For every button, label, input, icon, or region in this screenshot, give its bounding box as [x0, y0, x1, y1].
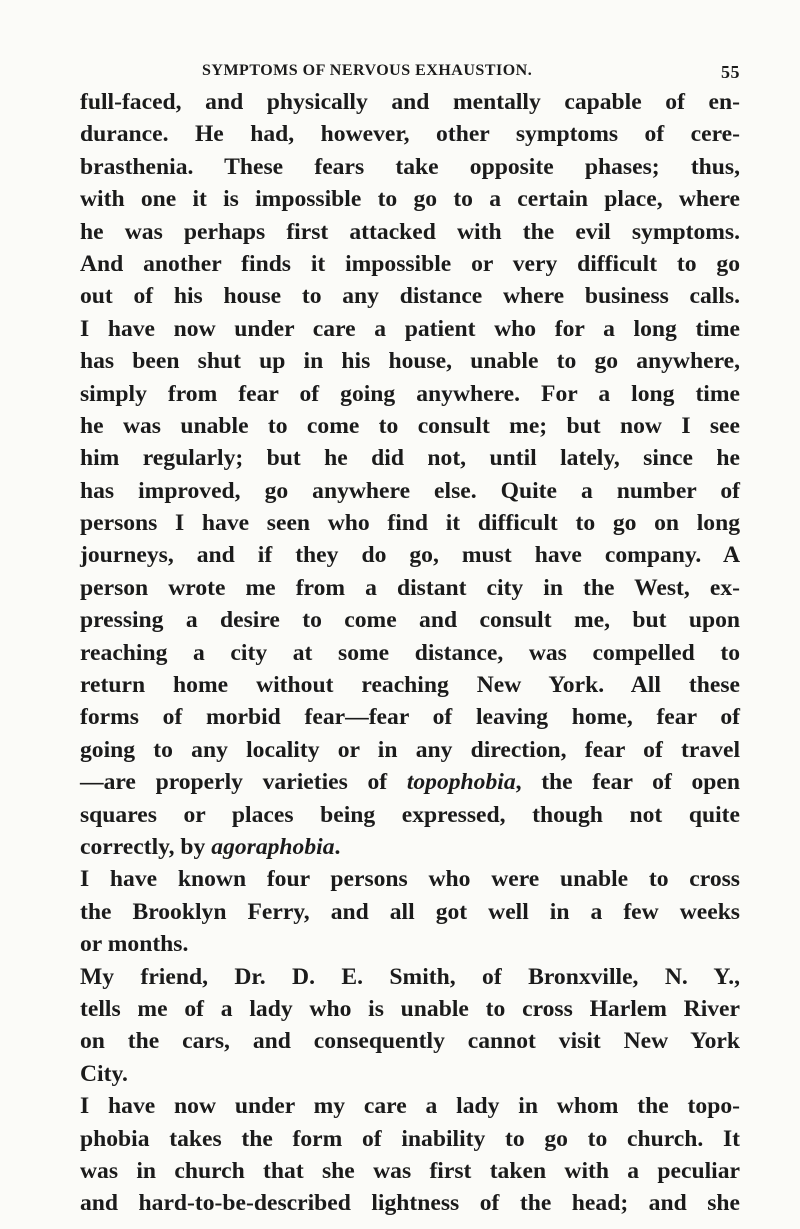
text-line: brasthenia. These fears take opposite phases; thus, [80, 153, 740, 180]
text-line: person wrote me from a distant city in the West, ex- [80, 574, 740, 601]
italic-term: topophobia [406, 769, 516, 796]
text-line: pressing a desire to come and consult me, but upon [80, 607, 740, 634]
text-line: the Brooklyn Ferry, and all got well in a few weeks [80, 898, 740, 925]
text-line [80, 766, 740, 798]
running-head: SYMPTOMS OF NERVOUS EXHAUSTION. [202, 62, 533, 79]
text-line: journeys, and if they do go, must have company. A [80, 542, 740, 569]
text-line: persons I have seen who find it difficult to go on long [80, 510, 740, 537]
text-line: I have known four persons who were unable to cross [80, 866, 740, 893]
text-line: going to any locality or in any direction, fear of travel [80, 736, 740, 763]
text-line: out of his house to any distance where business calls. [80, 283, 740, 310]
text-line: And another finds it impossible or very difficult to go [80, 250, 740, 277]
text-line: and hard-to-be-described lightness of the head; and she [80, 1190, 740, 1217]
text-line-segment: correctly, by [80, 833, 212, 860]
text-line: he was perhaps first attacked with the evil symptoms. [80, 218, 740, 245]
text-line: has improved, go anywhere else. Quite a number of [80, 477, 740, 504]
text-line: My friend, Dr. D. E. Smith, of Bronxville, N. Y., [80, 963, 740, 990]
text-line: forms of morbid fear—fear of leaving home, fear of [80, 704, 740, 731]
text-line-segment: , the fear of open [515, 769, 741, 796]
text-line: phobia takes the form of inability to go to church. It [80, 1125, 740, 1152]
page-number: 55 [721, 62, 740, 82]
text-line: simply from fear of going anywhere. For a long time [80, 380, 740, 407]
text-line: return home without reaching New York. All these [80, 672, 740, 699]
body-text [80, 86, 740, 1220]
text-line [80, 831, 740, 863]
text-line-segment: —are properly varieties of [80, 769, 407, 796]
text-line: has been shut up in his house, unable to go anywhere, [80, 348, 740, 375]
text-line: City. [80, 1060, 128, 1087]
italic-term: agoraphobia [211, 833, 335, 860]
text-line: him regularly; but he did not, until lately, since he [80, 445, 740, 472]
text-line: full-faced, and physically and mentally capable of en- [80, 89, 740, 115]
text-line: or months. [80, 931, 189, 958]
text-line-segment: . [334, 833, 341, 860]
text-line: I have now under my care a lady in whom the topo- [80, 1093, 740, 1120]
text-line: squares or places being expressed, though not quite [80, 801, 740, 828]
text-line: tells me of a lady who is unable to cross Harlem River [80, 995, 740, 1022]
text-line: reaching a city at some distance, was compelled to [80, 639, 740, 666]
page-header [80, 50, 740, 86]
text-line: with one it is impossible to go to a certain place, where [80, 186, 740, 213]
text-line: durance. He had, however, other symptoms of cere- [80, 121, 740, 148]
text-line: was in church that she was first taken with a peculiar [80, 1157, 740, 1184]
text-line: he was unable to come to consult me; but now I see [80, 412, 740, 439]
text-line: I have now under care a patient who for a long time [80, 315, 740, 342]
text-line: on the cars, and consequently cannot visit New York [80, 1028, 740, 1055]
book-page [80, 50, 740, 1220]
